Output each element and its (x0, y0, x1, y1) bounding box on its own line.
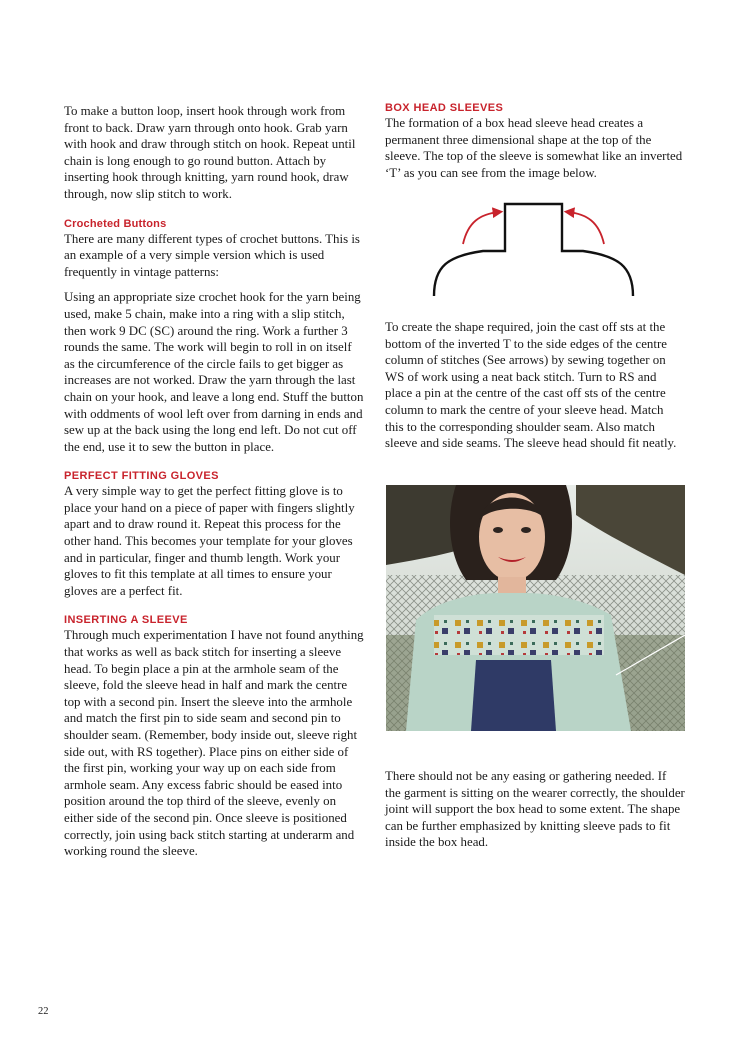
inserting-a-sleeve-paragraph: Through much experimentation I have not found anything that works as well as back stitch for inserting a sleeve head. To begin place a pin at the armhole seam of the sleeve, fold the sleeve head in half and mark the centre top with a second pin. Insert the sleeve into the armhole and match the first pin to side seam and second pin to shoulder seam. (Remember, body inside out, sleeve right side out, with RS together). Place pins on either side of the first pin, working your way up on each side from armhole seam. Any excess fabric should be eased into position around the top third of the sleeve, evenly on either side of the second pin. Once sleeve is positioned correctly, join using back stitch starting at underarm and working round the sleeve. (64, 628, 364, 859)
right-column-top (385, 101, 685, 181)
left-arrow-icon (463, 212, 499, 244)
left-column (64, 103, 364, 860)
sleeve-head-outline (434, 204, 633, 296)
perfect-fitting-gloves-paragraph: A very simple way to get the perfect fitting glove is to place your hand on a piece of paper with fingers slightly apart and to draw round it. Repeat this process for the other hand. This becomes your template for your gloves and in particular, finger and thumb length. Work your gloves to fit this template at all times to ensure your gloves are a perfect fit. (64, 484, 355, 598)
box-head-sleeves-paragraph-3: There should not be any easing or gathering needed. If the garment is sitting on the wearer correctly, the shoulder joint will support the box head to some extent. The shape can be further emphasized by knitting sleeve pads to fit inside the box head. (385, 769, 685, 850)
box-head-sleeves-paragraph-1: The formation of a box head sleeve head creates a permanent three dimensional shape at the top of the sleeve. The top of the sleeve is somewhat like an inverted ‘T’ as you can see from the image below. (385, 116, 683, 180)
inverted-t-sleeve-diagram (423, 196, 645, 300)
right-column-bottom (385, 768, 685, 851)
crocheted-buttons-heading: Crocheted Buttons (64, 217, 167, 230)
woman-in-fair-isle-cardigan-photo (386, 485, 685, 731)
inserting-a-sleeve-heading: INSERTING A SLEEVE (64, 614, 188, 627)
crocheted-buttons-paragraph-2: Using an appropriate size crochet hook for the yarn being used, make 5 chain, make into a ring with a slip stitch, then work 9 DC (SC) around the ring. Work a further 3 rounds the same. The work will begin to roll in on itself as the circumference of the circle fails to get bigger as increases are not worked. Draw the yarn through the last chain on your hook, and leave a long end. Stuff the button with oddments of wool left over from darning in ends and sew up at the back using the long end left. Do not cut off the end, use it to sew the button in place. (64, 290, 364, 454)
perfect-fitting-gloves-heading: PERFECT FITTING GLOVES (64, 470, 219, 483)
box-head-sleeves-paragraph-2: To create the shape required, join the cast off sts at the bottom of the inverted T to the side edges of the centre column of stitches (See arrows) by sewing together on WS of work using a neat back stitch. Turn to RS and place a pin at the centre of the cast off sts of the centre column to mark the centre of your sleeve head. Match this to the corresponding shoulder seam. Also match sleeve and side seams. The sleeve head should fit neatly. (385, 320, 677, 451)
right-arrow-icon (568, 212, 604, 244)
box-head-sleeves-heading: BOX HEAD SLEEVES (385, 102, 504, 114)
button-loop-paragraph: To make a button loop, insert hook through work from front to back. Draw yarn through onto hook. Grab yarn with hook and draw through stitch on hook. Repeat until chain is long enough to go round button. Attach by inserting hook through knitting, yarn round hook, draw through, now slip stitch to work. (64, 104, 356, 201)
page-number: 22 (38, 1006, 49, 1017)
right-column-middle (385, 319, 685, 452)
crocheted-buttons-paragraph-1: There are many different types of crochet buttons. This is an example of a very simple version which is used frequently in vintage patterns: (64, 231, 360, 279)
